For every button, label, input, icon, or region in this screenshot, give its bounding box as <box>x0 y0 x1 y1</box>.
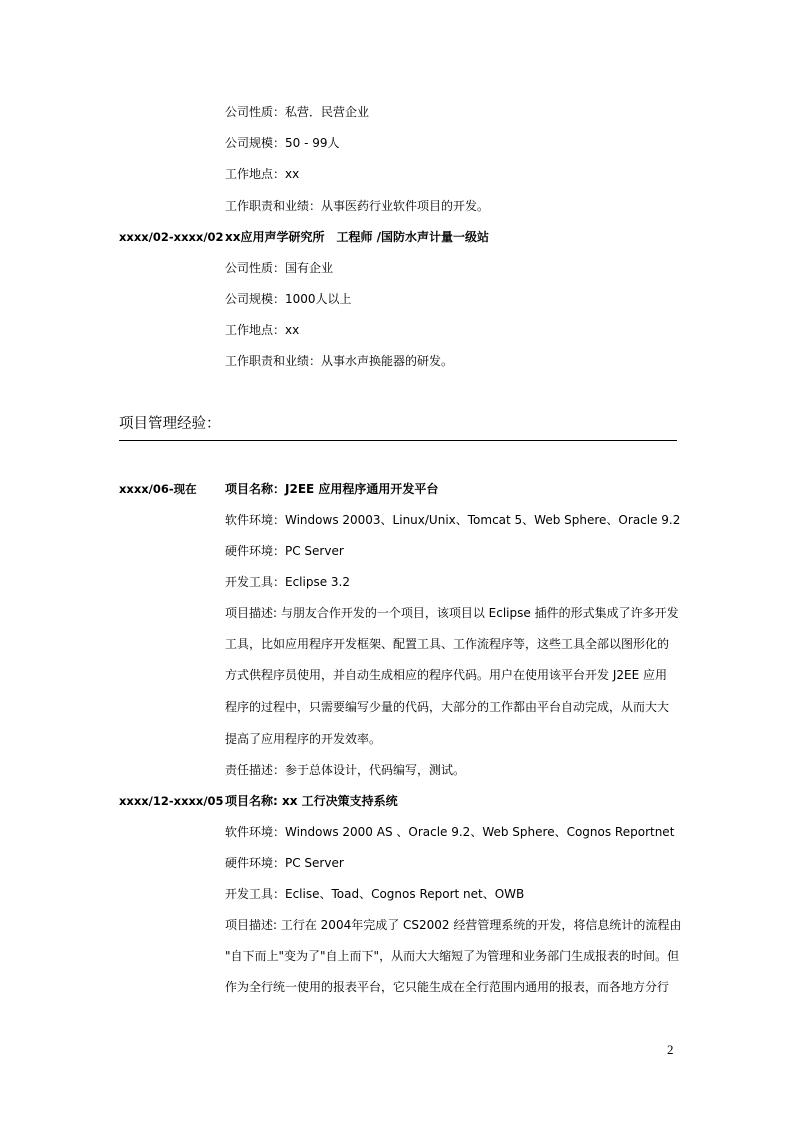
job2-company-type: 公司性质：国有企业 <box>225 261 334 275</box>
job2-duties: 工作职责和业绩：从事水声换能器的研发。 <box>225 354 454 368</box>
project1-description-line: 方式供程序员使用，并自动生成相应的程序代码。用户在使用该平台开发 J2EE 应用 <box>225 668 667 682</box>
project2-dev-tools: 开发工具：Eclise、Toad、Cognos Report net、OWB <box>225 887 525 901</box>
project1-date: xxxx/06-现在 <box>119 482 197 496</box>
job1-company-size: 公司规模：50 - 99人 <box>225 136 340 150</box>
project2-description-line: "自下而上"变为了"自上而下"，从而大大缩短了为管理和业务部门生成报表的时间。但 <box>225 949 680 963</box>
project1-description-line: 项目描述: 与朋友合作开发的一个项目，该项目以 Eclipse 插件的形式集成了许多开发 <box>225 606 679 620</box>
project2-description-line: 项目描述: 工行在 2004年完成了 CS2002 经营管理系统的开发，将信息统计的流程由 <box>225 918 682 932</box>
project1-hardware-env: 硬件环境：PC Server <box>225 544 344 558</box>
project1-description-line: 提高了应用程序的开发效率。 <box>225 732 382 746</box>
project1-description-line: 工具，比如应用程序开发框架、配置工具、工作流程序等，这些工具全部以图形化的 <box>225 637 670 651</box>
section-title: 项目管理经验： <box>119 416 221 432</box>
project2-date: xxxx/12-xxxx/05 <box>119 794 224 808</box>
project1-responsibility: 责任描述：参于总体设计，代码编写，测试。 <box>225 763 466 777</box>
project1-software-env: 软件环境：Windows 20003、Linux/Unix、Tomcat 5、Web Sphere、Oracle 9.2 <box>225 513 681 527</box>
job1-location: 工作地点：xx <box>225 167 300 181</box>
job1-company-type: 公司性质：私营．民营企业 <box>225 105 370 119</box>
project2-software-env: 软件环境：Windows 2000 AS 、Oracle 9.2、Web Sphere、Cognos Reportnet <box>225 825 675 839</box>
job2-date: xxxx/02-xxxx/02 <box>119 230 224 244</box>
project1-name: 项目名称：J2EE 应用程序通用开发平台 <box>225 482 439 496</box>
job2-heading: xx应用声学研究所 工程师 /国防水声计量一级站 <box>225 230 490 244</box>
job1-duties: 工作职责和业绩：从事医药行业软件项目的开发。 <box>225 199 490 213</box>
job2-company-size: 公司规模：1000人以上 <box>225 292 352 306</box>
job2-location: 工作地点：xx <box>225 323 300 337</box>
project2-name: 项目名称: xx 工行决策支持系统 <box>225 794 398 808</box>
project1-description-line: 程序的过程中，只需要编写少量的代码，大部分的工作都由平台自动完成，从而大大 <box>225 700 670 714</box>
page-number: 2 <box>667 1042 674 1057</box>
project1-dev-tools: 开发工具：Eclipse 3.2 <box>225 575 350 589</box>
project2-description-line: 作为全行统一使用的报表平台，它只能生成在全行范围内通用的报表，而各地方分行 <box>225 980 670 994</box>
project2-hardware-env: 硬件环境：PC Server <box>225 856 344 870</box>
section-divider <box>119 440 677 441</box>
